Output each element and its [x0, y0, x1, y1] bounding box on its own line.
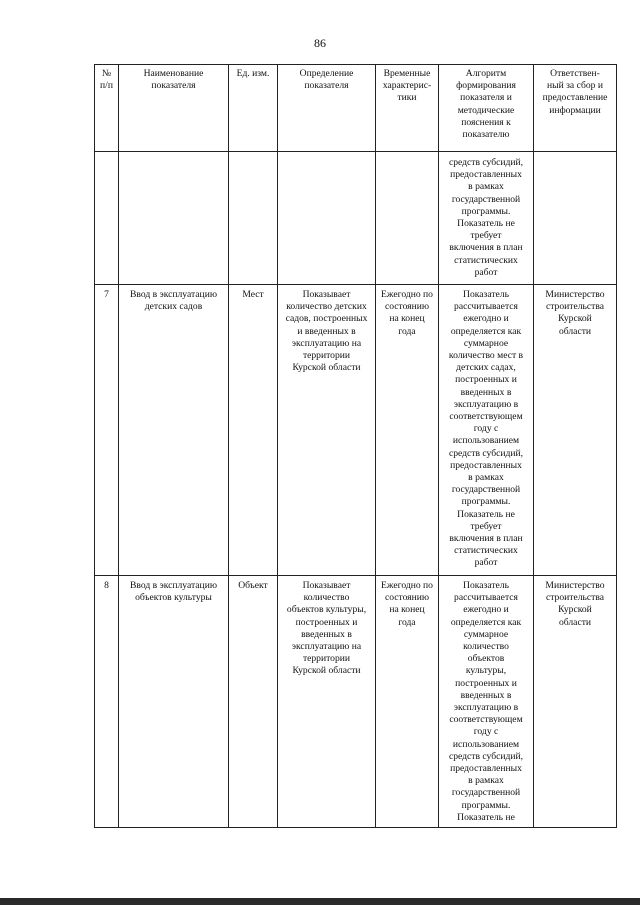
- cell-algorithm: Показатель рассчитывается ежегодно и определяется как суммарное количество объектов культуры, построенных и введенных в эксплуатацию в соответствующем году с использованием средств субсидий, предоставленных в рамках государственной программы. Показатель не: [439, 576, 534, 828]
- cell-timing: Ежегодно по состоянию на конец года: [376, 576, 439, 828]
- cell-number: 7: [95, 285, 119, 576]
- cell-number: 8: [95, 576, 119, 828]
- cell-name: [119, 152, 229, 285]
- scan-edge: [0, 898, 640, 905]
- cell-unit: Мест: [229, 285, 278, 576]
- table-row-continuation: [95, 152, 617, 285]
- cell-number: [95, 152, 119, 285]
- cell-responsible: [534, 152, 617, 285]
- header-number: № п/п: [95, 65, 119, 152]
- table-row: [95, 285, 617, 576]
- cell-definition: Показывает количество объектов культуры, построенных и введенных в эксплуатацию на территории Курской области: [278, 576, 376, 828]
- header-timing: Временные характерис- тики: [376, 65, 439, 152]
- cell-definition: [278, 152, 376, 285]
- indicators-table: [94, 64, 617, 828]
- header-definition: Определение показателя: [278, 65, 376, 152]
- page-number: 86: [314, 36, 326, 50]
- header-algorithm: Алгоритм формирования показателя и методические пояснения к показателю: [439, 65, 534, 152]
- table-row: [95, 576, 617, 828]
- cell-algorithm: Показатель рассчитывается ежегодно и определяется как суммарное количество мест в детских садах, построенных и введенных в эксплуатацию в соответствующем году с использованием средств субсидий, предоставленных в рамках государственной программы. Показатель не требует включения в план статистических работ: [439, 285, 534, 576]
- cell-unit: [229, 152, 278, 285]
- cell-algorithm: средств субсидий, предоставленных в рамках государственной программы. Показатель не требует включения в план статистических работ: [439, 152, 534, 285]
- header-responsible: Ответствен- ный за сбор и предоставление информации: [534, 65, 617, 152]
- cell-name: Ввод в эксплуатацию объектов культуры: [119, 576, 229, 828]
- cell-name: Ввод в эксплуатацию детских садов: [119, 285, 229, 576]
- header-unit: Ед. изм.: [229, 65, 278, 152]
- cell-responsible: Министерство строительства Курской области: [534, 576, 617, 828]
- cell-unit: Объект: [229, 576, 278, 828]
- header-name: Наименование показателя: [119, 65, 229, 152]
- cell-timing: [376, 152, 439, 285]
- table-header-row: [95, 65, 617, 152]
- cell-definition: Показывает количество детских садов, построенных и введенных в эксплуатацию на территории Курской области: [278, 285, 376, 576]
- cell-responsible: Министерство строительства Курской области: [534, 285, 617, 576]
- cell-timing: Ежегодно по состоянию на конец года: [376, 285, 439, 576]
